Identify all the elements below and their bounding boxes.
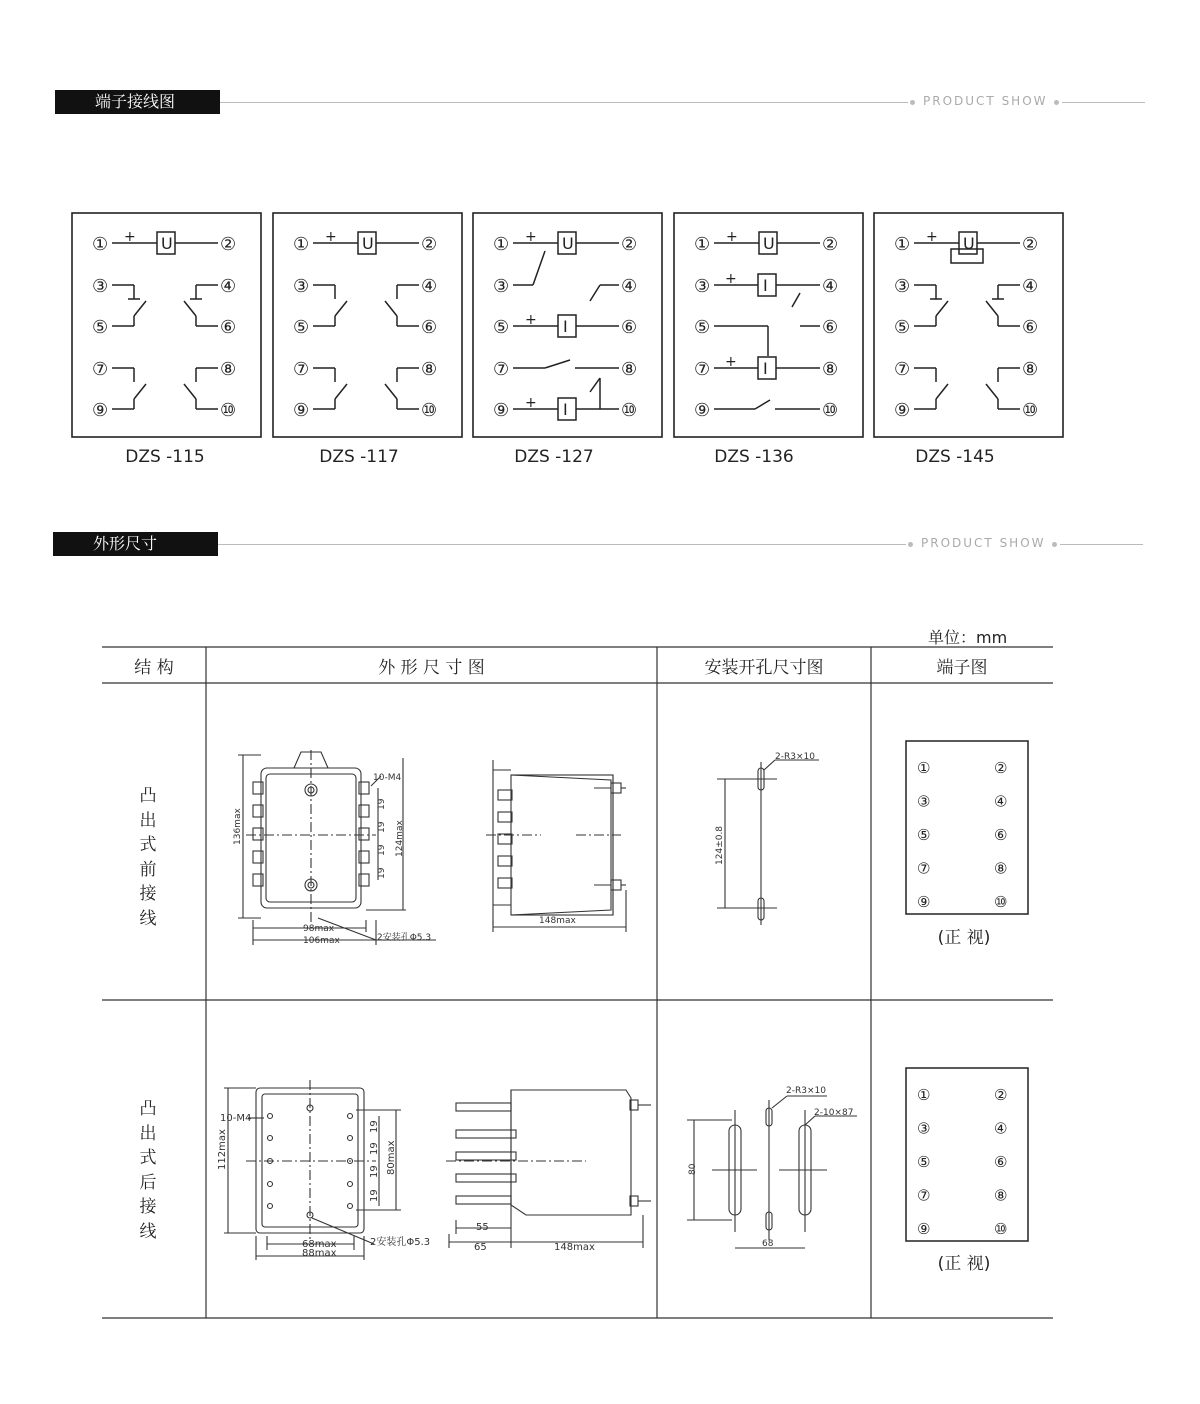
divider (1062, 102, 1145, 103)
column-header-outline: 外 形 尺 寸 图 (378, 658, 485, 678)
dot-icon (1052, 542, 1057, 547)
section-header-dimensions (0, 532, 1200, 562)
terminal-number: ② (220, 234, 237, 255)
terminal-number: ⑦ (917, 859, 931, 878)
view-label: (正 视) (937, 1254, 991, 1274)
unit-label: 单位：mm (928, 628, 1008, 647)
terminal-number: ⑨ (917, 893, 931, 911)
dimension-label: 80max (386, 1140, 397, 1175)
terminal-number: ② (421, 234, 438, 255)
column-header-structure: 结 构 (134, 658, 174, 678)
terminal-number: ① (293, 234, 310, 255)
terminal-number: ⑩ (621, 400, 638, 421)
coil-label: U (763, 234, 775, 253)
terminal-number: ⑧ (1022, 359, 1039, 380)
rear-wiring-outline-drawing (206, 1010, 657, 1310)
column-header-cutout: 安装开孔尺寸图 (704, 658, 824, 678)
dimension-label: 19 (369, 1165, 380, 1178)
tagline: PRODUCT SHOW (923, 94, 1048, 108)
terminal-number: ⑨ (92, 400, 109, 421)
coil-label: U (161, 234, 173, 253)
model-label: DZS -145 (915, 447, 995, 467)
polarity-sign: + (726, 229, 738, 245)
dimension-label: 124±0.8 (715, 825, 725, 865)
polarity-sign: + (525, 229, 537, 245)
dimension-label: 10-M4 (220, 1113, 252, 1124)
terminal-number: ⑩ (220, 400, 237, 421)
front-wiring-cutout-drawing (657, 690, 871, 990)
polarity-sign: + (124, 229, 136, 245)
dimension-label: 148max (554, 1242, 595, 1253)
dimension-label: 2安装孔Φ5.3 (377, 933, 432, 943)
dimension-label: 2安装孔Φ5.3 (370, 1237, 431, 1248)
terminal-number: ⑧ (994, 1186, 1008, 1205)
row-label: 凸 出 式 后 接 线 (139, 1099, 157, 1242)
terminal-number: ⑨ (493, 400, 510, 421)
terminal-number: ⑤ (92, 317, 109, 338)
terminal-number: ③ (917, 1119, 931, 1138)
section-title: 端子接线图 (55, 90, 220, 114)
terminal-number: ⑥ (220, 317, 237, 338)
terminal-number: ③ (917, 792, 931, 811)
terminal-number: ⑤ (493, 317, 510, 338)
terminal-panel-front (871, 735, 1053, 915)
dimension-label: 19 (377, 798, 387, 810)
dimension-label: 80 (688, 1163, 698, 1175)
divider (1060, 544, 1143, 545)
terminal-number: ⑥ (621, 317, 638, 338)
section-header-wiring (0, 90, 1200, 120)
coil-label: I (563, 400, 568, 419)
divider (218, 544, 906, 545)
dimension-label: 10-M4 (373, 773, 402, 783)
dimension-label: 112max (217, 1129, 228, 1170)
terminal-number: ④ (621, 276, 638, 297)
terminal-number: ⑩ (822, 400, 839, 421)
terminal-number: ⑤ (917, 1153, 931, 1171)
dimension-label: 65 (474, 1242, 487, 1253)
dimension-label: 136max (233, 808, 243, 845)
terminal-number: ⑦ (894, 359, 911, 380)
terminal-number: ⑦ (694, 359, 711, 380)
terminal-number: ② (994, 759, 1008, 777)
terminal-number: ② (1022, 234, 1039, 255)
terminal-number: ⑨ (894, 400, 911, 421)
model-label: DZS -115 (125, 447, 205, 467)
terminal-number: ④ (1022, 276, 1039, 297)
coil-label: U (963, 234, 975, 253)
terminal-number: ① (917, 759, 931, 777)
terminal-number: ① (92, 234, 109, 255)
terminal-number: ① (894, 234, 911, 255)
terminal-number: ⑩ (994, 1220, 1008, 1238)
coil-label: I (763, 276, 768, 295)
terminal-number: ⑦ (917, 1186, 931, 1205)
terminal-number: ① (493, 234, 510, 255)
terminal-number: ⑥ (1022, 317, 1039, 338)
terminal-number: ⑧ (822, 359, 839, 380)
terminal-number: ③ (493, 276, 510, 297)
model-label: DZS -127 (514, 447, 594, 467)
terminal-number: ⑨ (694, 400, 711, 421)
dimension-label: 148max (539, 916, 576, 926)
dimension-label: 19 (377, 867, 387, 879)
terminal-number: ⑥ (994, 826, 1008, 844)
terminal-number: ④ (994, 1119, 1008, 1138)
terminal-number: ③ (293, 276, 310, 297)
dimension-label: 19 (377, 844, 387, 856)
model-label: DZS -136 (714, 447, 794, 467)
terminal-number: ⑧ (994, 859, 1008, 878)
terminal-number: ④ (421, 276, 438, 297)
dimension-label: 19 (369, 1120, 380, 1133)
terminal-number: ⑨ (293, 400, 310, 421)
polarity-sign: + (725, 354, 737, 370)
terminal-number: ⑦ (293, 359, 310, 380)
terminal-number: ① (917, 1086, 931, 1104)
terminal-number: ② (621, 234, 638, 255)
coil-label: I (563, 317, 568, 336)
dimension-label: 19 (369, 1189, 380, 1202)
dimension-label: 19 (369, 1142, 380, 1155)
wiring-diagrams (0, 205, 1200, 465)
dimension-label: 98max (303, 924, 335, 934)
tagline: PRODUCT SHOW (921, 536, 1046, 550)
terminal-number: ③ (894, 276, 911, 297)
terminal-number: ⑤ (293, 317, 310, 338)
coil-label: U (562, 234, 574, 253)
terminal-number: ⑦ (92, 359, 109, 380)
dimension-label: 68max (302, 1239, 337, 1250)
dot-icon (908, 542, 913, 547)
terminal-number: ⑥ (994, 1153, 1008, 1171)
terminal-number: ⑧ (421, 359, 438, 380)
dimension-label: 2-10×87 (814, 1108, 854, 1118)
terminal-number: ⑦ (493, 359, 510, 380)
polarity-sign: + (926, 229, 938, 245)
column-header-terminal: 端子图 (936, 658, 988, 678)
polarity-sign: + (525, 312, 537, 328)
terminal-number: ⑥ (421, 317, 438, 338)
model-label: DZS -117 (319, 447, 399, 467)
divider (220, 102, 908, 103)
front-wiring-outline-drawing (206, 690, 657, 990)
dimension-label: 2-R3×10 (786, 1086, 826, 1096)
dimension-label: 124max (395, 820, 405, 857)
terminal-number: ⑤ (917, 826, 931, 844)
view-label: (正 视) (937, 928, 991, 948)
dot-icon (910, 100, 915, 105)
row-label: 凸 出 式 前 接 线 (139, 786, 157, 929)
terminal-number: ⑧ (220, 359, 237, 380)
terminal-number: ⑩ (1022, 400, 1039, 421)
dimension-label: 68 (762, 1239, 774, 1249)
section-title: 外形尺寸 (53, 532, 218, 556)
dot-icon (1054, 100, 1059, 105)
coil-label: U (362, 234, 374, 253)
terminal-number: ④ (220, 276, 237, 297)
dimension-label: 88max (302, 1248, 337, 1259)
terminal-number: ⑩ (421, 400, 438, 421)
terminal-number: ⑨ (917, 1220, 931, 1238)
dimension-label: 55 (476, 1222, 489, 1233)
terminal-number: ⑤ (894, 317, 911, 338)
terminal-number: ④ (822, 276, 839, 297)
terminal-number: ⑩ (994, 893, 1008, 911)
terminal-number: ① (694, 234, 711, 255)
rear-wiring-cutout-drawing (657, 1010, 871, 1310)
dimension-label: 2-R3×10 (775, 752, 815, 762)
terminal-number: ③ (694, 276, 711, 297)
terminal-number: ② (994, 1086, 1008, 1104)
polarity-sign: + (325, 229, 337, 245)
polarity-sign: + (725, 271, 737, 287)
dimension-label: 106max (303, 936, 340, 946)
terminal-number: ⑥ (822, 317, 839, 338)
terminal-number: ③ (92, 276, 109, 297)
coil-label: I (763, 359, 768, 378)
dimension-label: 19 (377, 821, 387, 833)
terminal-panel-rear (871, 1062, 1053, 1242)
terminal-number: ② (822, 234, 839, 255)
polarity-sign: + (525, 395, 537, 411)
terminal-number: ④ (994, 792, 1008, 811)
terminal-number: ⑧ (621, 359, 638, 380)
terminal-number: ⑤ (694, 317, 711, 338)
